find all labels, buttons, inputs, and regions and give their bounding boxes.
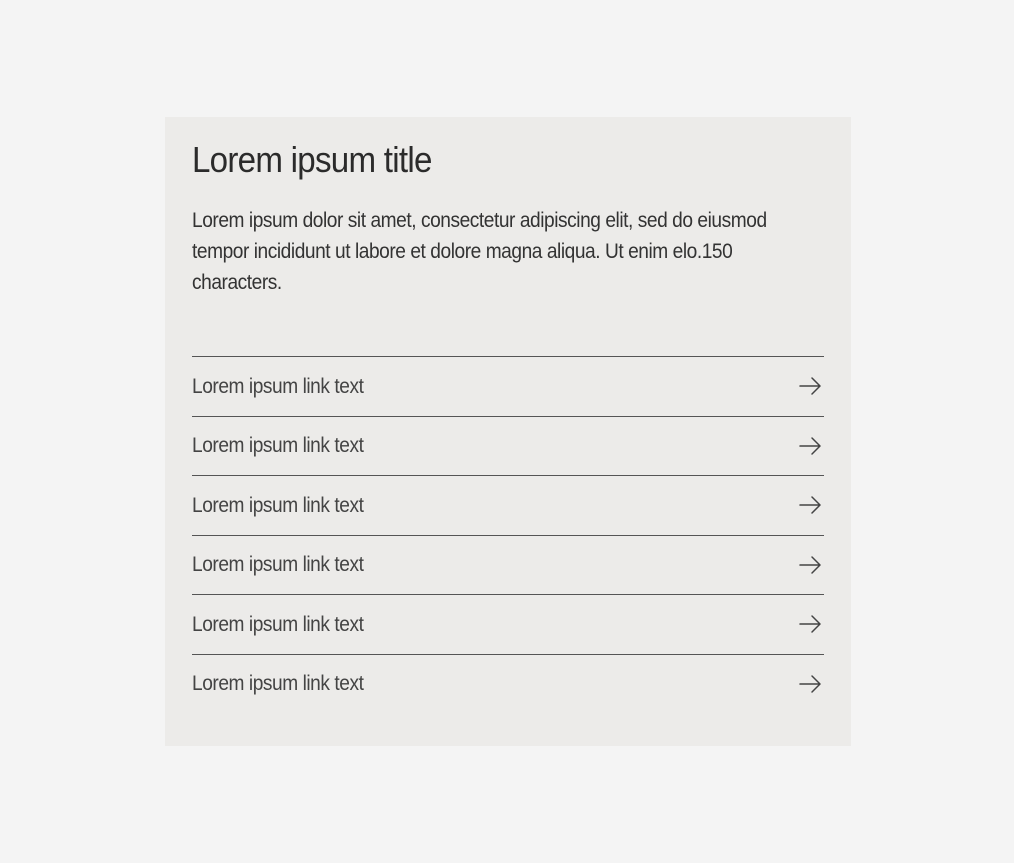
- arrow-right-icon: [798, 612, 822, 636]
- link-item-2[interactable]: [192, 417, 824, 477]
- link-item-6[interactable]: [192, 655, 824, 714]
- link-list: [192, 356, 824, 713]
- link-label: Lorem ipsum link text: [192, 492, 364, 517]
- link-label: Lorem ipsum link text: [192, 671, 364, 696]
- card-description: Lorem ipsum dolor sit amet, consectetur adipiscing elit, sed do eiusmod tempor incididunt ut labore et dolore magna aliqua. Ut enim elo.150 characters.: [192, 208, 767, 294]
- arrow-right-icon: [798, 434, 822, 458]
- arrow-right-icon: [798, 672, 822, 696]
- arrow-right-icon: [798, 374, 822, 398]
- link-item-1[interactable]: [192, 357, 824, 417]
- link-label: Lorem ipsum link text: [192, 433, 364, 458]
- link-list-card: [165, 117, 851, 746]
- link-label: Lorem ipsum link text: [192, 611, 364, 636]
- link-label: Lorem ipsum link text: [192, 552, 364, 577]
- link-label: Lorem ipsum link text: [192, 373, 364, 398]
- arrow-right-icon: [798, 553, 822, 577]
- link-item-3[interactable]: [192, 476, 824, 536]
- link-item-4[interactable]: [192, 536, 824, 596]
- arrow-right-icon: [798, 493, 822, 517]
- link-item-5[interactable]: [192, 595, 824, 655]
- card-title: Lorem ipsum title: [192, 139, 432, 180]
